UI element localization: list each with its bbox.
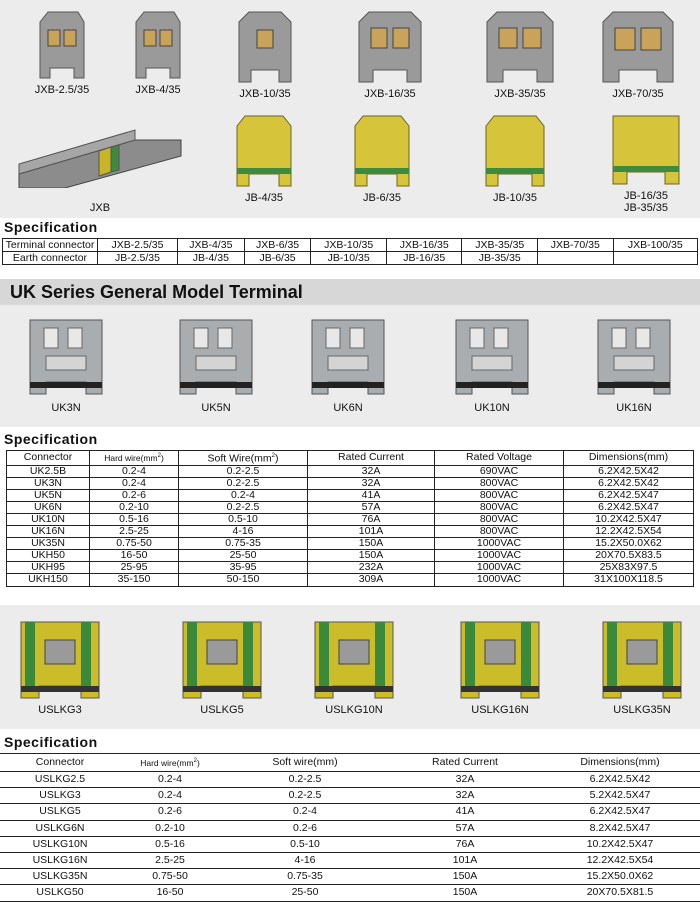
table-cell: 150A bbox=[390, 885, 540, 901]
grey-terminal-icon bbox=[306, 310, 390, 402]
table-cell: USLKG3 bbox=[0, 788, 120, 804]
table-cell: 35-150 bbox=[90, 574, 179, 586]
grey-terminal-icon bbox=[450, 310, 534, 402]
table-cell: 0.2-10 bbox=[90, 501, 179, 513]
table-cell: UKH95 bbox=[7, 562, 90, 574]
table-cell: 25-95 bbox=[90, 562, 179, 574]
earth-terminal-icon bbox=[15, 610, 105, 704]
table-row bbox=[7, 538, 694, 550]
table-cell: 0.5-16 bbox=[90, 513, 179, 525]
table-cell: JXB-16/35 bbox=[386, 239, 462, 252]
table-cell: 101A bbox=[308, 526, 435, 538]
table-cell: 150A bbox=[308, 550, 435, 562]
table-cell: JXB-35/35 bbox=[462, 239, 538, 252]
product-jxb-35 bbox=[468, 8, 572, 100]
table-cell: UK5N bbox=[7, 489, 90, 501]
product-label: JB-10/35 bbox=[492, 192, 538, 204]
grey-terminal-icon bbox=[592, 310, 676, 402]
table-cell: 25X83X97.5 bbox=[564, 562, 694, 574]
col-header: Rated Current bbox=[390, 754, 540, 772]
product-uslkg bbox=[300, 610, 408, 716]
table-cell: JB-16/35 bbox=[386, 252, 462, 265]
product-uk bbox=[164, 310, 268, 414]
table-cell: 0.2-4 bbox=[120, 788, 220, 804]
grey-terminal-icon bbox=[353, 8, 427, 88]
table-cell: 6.2X42.5X47 bbox=[564, 501, 694, 513]
table-cell: 50-150 bbox=[179, 574, 308, 586]
table-cell: 0.2-6 bbox=[90, 489, 179, 501]
col-header: Hard $wire(mm^2)$ bbox=[120, 754, 220, 772]
table-cell: 6.2X42.5X47 bbox=[564, 489, 694, 501]
table-cell: 6.2X42.5X42 bbox=[564, 477, 694, 489]
product-label: UK3N bbox=[51, 402, 81, 414]
table-row bbox=[3, 239, 698, 252]
table-header-row bbox=[0, 754, 700, 772]
table-cell: 0.2-6 bbox=[220, 820, 390, 836]
product-label: UK10N bbox=[474, 402, 510, 414]
grey-terminal-icon bbox=[233, 8, 297, 88]
table-cell: JB-4/35 bbox=[177, 252, 244, 265]
table-cell: 800VAC bbox=[435, 513, 564, 525]
table-cell: 150A bbox=[308, 538, 435, 550]
terminal-strip-icon bbox=[15, 116, 185, 188]
table-cell: 10.2X42.5X47 bbox=[564, 513, 694, 525]
uk-series-title: UK Series General Model Terminal bbox=[10, 282, 303, 302]
earth-terminal-icon bbox=[455, 610, 545, 704]
product-label: UK16N bbox=[616, 402, 652, 414]
product-label: USLKG10N bbox=[325, 704, 383, 716]
table-cell: 800VAC bbox=[435, 526, 564, 538]
table-cell: 6.2X42.5X42 bbox=[540, 772, 700, 788]
col-header: Soft $Wire(mm^2)$ bbox=[179, 451, 308, 466]
table-cell: 2.5-25 bbox=[120, 853, 220, 869]
spec-table-uslkg bbox=[0, 753, 700, 902]
table-cell: 25-50 bbox=[220, 885, 390, 901]
table-row bbox=[0, 869, 700, 885]
product-label: JXB-10/35 bbox=[239, 88, 291, 100]
table-row bbox=[0, 788, 700, 804]
table-cell: 12.2X42.5X54 bbox=[564, 526, 694, 538]
table-row bbox=[3, 252, 698, 265]
table-cell: JXB-2.5/35 bbox=[98, 239, 178, 252]
earth-terminal-icon bbox=[309, 610, 399, 704]
table-cell: UK2.5B bbox=[7, 465, 90, 477]
product-uk bbox=[582, 310, 686, 414]
product-label: UK5N bbox=[201, 402, 231, 414]
table-cell: USLKG2.5 bbox=[0, 772, 120, 788]
col-header: Connector bbox=[7, 451, 90, 466]
table-cell: Terminal connector bbox=[3, 239, 98, 252]
table-cell: UK35N bbox=[7, 538, 90, 550]
grey-terminal-icon bbox=[130, 8, 186, 84]
col-header: Soft wire(mm) bbox=[220, 754, 390, 772]
product-uslkg bbox=[588, 610, 696, 716]
product-label: JXB-70/35 bbox=[612, 88, 664, 100]
table-cell: 1000VAC bbox=[435, 562, 564, 574]
col-header: Hard $wire(mm^2)$ bbox=[90, 451, 179, 466]
product-uslkg bbox=[446, 610, 554, 716]
table-cell: 8.2X42.5X47 bbox=[540, 820, 700, 836]
table-cell: JXB-4/35 bbox=[177, 239, 244, 252]
product-label: USLKG35N bbox=[613, 704, 671, 716]
table-cell: JB-35/35 bbox=[462, 252, 538, 265]
table-cell: 0.2-2.5 bbox=[179, 477, 308, 489]
table-cell: 0.2-2.5 bbox=[220, 772, 390, 788]
table-cell: 15.2X50.0X62 bbox=[564, 538, 694, 550]
product-jxb-16 bbox=[340, 8, 440, 100]
product-uk bbox=[440, 310, 544, 414]
table-row bbox=[0, 820, 700, 836]
table-header-row bbox=[7, 451, 694, 466]
table-cell: 232A bbox=[308, 562, 435, 574]
table-cell: 0.75-35 bbox=[179, 538, 308, 550]
table-row bbox=[7, 477, 694, 489]
table-cell: UKH150 bbox=[7, 574, 90, 586]
table-row bbox=[7, 513, 694, 525]
table-cell: 16-50 bbox=[120, 885, 220, 901]
table-row bbox=[7, 562, 694, 574]
product-jb-6 bbox=[340, 112, 424, 204]
earth-terminal-icon bbox=[231, 112, 297, 192]
product-jb-16-35 bbox=[596, 108, 696, 214]
table-cell: UKH50 bbox=[7, 550, 90, 562]
table-cell: JB-6/35 bbox=[244, 252, 311, 265]
table-cell: 800VAC bbox=[435, 501, 564, 513]
earth-terminal-icon bbox=[177, 610, 267, 704]
earth-terminal-icon bbox=[607, 108, 685, 190]
table-cell: USLKG35N bbox=[0, 869, 120, 885]
table-cell: 10.2X42.5X47 bbox=[540, 836, 700, 852]
table-cell: 32A bbox=[390, 788, 540, 804]
table-cell: 150A bbox=[390, 869, 540, 885]
table-cell: 0.2-4 bbox=[90, 477, 179, 489]
table-cell: 41A bbox=[390, 804, 540, 820]
table-cell: 0.2-2.5 bbox=[179, 465, 308, 477]
spec-table-uk bbox=[6, 450, 694, 587]
table-cell: 1000VAC bbox=[435, 538, 564, 550]
table-cell: USLKG50 bbox=[0, 885, 120, 901]
table-cell: 32A bbox=[308, 477, 435, 489]
table-cell: 1000VAC bbox=[435, 574, 564, 586]
table-cell: 690VAC bbox=[435, 465, 564, 477]
table-cell: 0.75-50 bbox=[90, 538, 179, 550]
earth-terminal-icon bbox=[349, 112, 415, 192]
product-label: JXB-16/35 bbox=[364, 88, 416, 100]
section-title: Specification bbox=[4, 734, 98, 750]
product-uslkg bbox=[168, 610, 276, 716]
table-cell: 2.5-25 bbox=[90, 526, 179, 538]
grey-terminal-icon bbox=[597, 8, 679, 88]
table-cell: 4-16 bbox=[179, 526, 308, 538]
table-cell: JB-10/35 bbox=[311, 252, 387, 265]
table-cell: 0.2-10 bbox=[120, 820, 220, 836]
table-cell: 1000VAC bbox=[435, 550, 564, 562]
table-cell: JXB-6/35 bbox=[244, 239, 311, 252]
table-cell: JXB-70/35 bbox=[538, 239, 614, 252]
spec-table-jxb bbox=[2, 238, 698, 265]
product-jxb-10 bbox=[220, 8, 310, 100]
table-cell bbox=[538, 252, 614, 265]
product-label: JB-35/35 bbox=[623, 202, 669, 214]
product-jb-10 bbox=[470, 112, 560, 204]
table-cell: USLKG16N bbox=[0, 853, 120, 869]
product-label: JXB-2.5/35 bbox=[34, 84, 90, 96]
table-cell: 6.2X42.5X47 bbox=[540, 804, 700, 820]
table-cell: 0.2-4 bbox=[120, 772, 220, 788]
table-cell: 5.2X42.5X47 bbox=[540, 788, 700, 804]
table-row bbox=[7, 501, 694, 513]
table-cell: 800VAC bbox=[435, 477, 564, 489]
table-row bbox=[7, 489, 694, 501]
col-header: Rated Voltage bbox=[435, 451, 564, 466]
table-row bbox=[0, 804, 700, 820]
table-cell: UK6N bbox=[7, 501, 90, 513]
table-cell: 35-95 bbox=[179, 562, 308, 574]
table-cell: 25-50 bbox=[179, 550, 308, 562]
table-cell: 76A bbox=[390, 836, 540, 852]
table-cell: 12.2X42.5X54 bbox=[540, 853, 700, 869]
table-cell: 0.75-35 bbox=[220, 869, 390, 885]
product-label: JB-4/35 bbox=[245, 192, 283, 204]
section-title: Specification bbox=[4, 219, 98, 235]
table-row bbox=[0, 836, 700, 852]
table-cell: Earth connector bbox=[3, 252, 98, 265]
table-cell: 0.2-4 bbox=[90, 465, 179, 477]
table-row bbox=[7, 465, 694, 477]
earth-terminal-icon bbox=[480, 112, 550, 192]
table-cell: 309A bbox=[308, 574, 435, 586]
table-row bbox=[0, 853, 700, 869]
product-label: JXB bbox=[89, 202, 111, 214]
product-label: USLKG16N bbox=[471, 704, 529, 716]
table-cell bbox=[613, 252, 697, 265]
table-cell: 32A bbox=[308, 465, 435, 477]
table-cell: 0.2-4 bbox=[220, 804, 390, 820]
table-cell: 0.5-10 bbox=[220, 836, 390, 852]
product-label: UK6N bbox=[333, 402, 363, 414]
product-label: JXB-35/35 bbox=[494, 88, 546, 100]
product-label: USLKG3 bbox=[38, 704, 82, 716]
table-row bbox=[0, 772, 700, 788]
product-uk bbox=[296, 310, 400, 414]
uk-series-title-bar bbox=[0, 279, 700, 305]
table-cell: 101A bbox=[390, 853, 540, 869]
product-label: JB-6/35 bbox=[363, 192, 401, 204]
table-cell: UK16N bbox=[7, 526, 90, 538]
table-cell: USLKG5 bbox=[0, 804, 120, 820]
table-cell: USLKG10N bbox=[0, 836, 120, 852]
table-cell: 0.2-2.5 bbox=[179, 501, 308, 513]
table-cell: JXB-100/35 bbox=[613, 239, 697, 252]
grey-terminal-icon bbox=[34, 8, 90, 84]
table-cell: 41A bbox=[308, 489, 435, 501]
col-header: Dimensions(mm) bbox=[540, 754, 700, 772]
table-row bbox=[7, 526, 694, 538]
col-header: Rated Current bbox=[308, 451, 435, 466]
table-cell: 0.2-4 bbox=[179, 489, 308, 501]
grey-terminal-icon bbox=[174, 310, 258, 402]
table-row bbox=[0, 885, 700, 901]
table-cell: 0.5-10 bbox=[179, 513, 308, 525]
table-cell: 57A bbox=[390, 820, 540, 836]
product-jxb-70 bbox=[586, 8, 690, 100]
table-row bbox=[7, 550, 694, 562]
table-cell: USLKG6N bbox=[0, 820, 120, 836]
table-cell: UK3N bbox=[7, 477, 90, 489]
table-cell: UK10N bbox=[7, 513, 90, 525]
product-jxb-2-5 bbox=[22, 8, 102, 96]
table-cell: 0.75-50 bbox=[120, 869, 220, 885]
product-uslkg bbox=[6, 610, 114, 716]
table-row bbox=[7, 574, 694, 586]
table-cell: 4-16 bbox=[220, 853, 390, 869]
product-uk bbox=[14, 310, 118, 414]
table-cell: JXB-10/35 bbox=[311, 239, 387, 252]
table-cell: 20X70.5X81.5 bbox=[540, 885, 700, 901]
table-cell: 800VAC bbox=[435, 489, 564, 501]
table-cell: 0.5-16 bbox=[120, 836, 220, 852]
table-cell: JB-2.5/35 bbox=[98, 252, 178, 265]
product-label: JXB-4/35 bbox=[135, 84, 181, 96]
grey-terminal-icon bbox=[481, 8, 559, 88]
table-cell: 57A bbox=[308, 501, 435, 513]
product-label: USLKG5 bbox=[200, 704, 244, 716]
product-jb-4 bbox=[222, 112, 306, 204]
product-label: JB-16/35 bbox=[623, 190, 669, 202]
col-header: Connector bbox=[0, 754, 120, 772]
table-cell: 32A bbox=[390, 772, 540, 788]
table-cell: 16-50 bbox=[90, 550, 179, 562]
table-cell: 20X70.5X83.5 bbox=[564, 550, 694, 562]
col-header: Dimensions(mm) bbox=[564, 451, 694, 466]
section-title: Specification bbox=[4, 431, 98, 447]
table-cell: 31X100X118.5 bbox=[564, 574, 694, 586]
grey-terminal-icon bbox=[24, 310, 108, 402]
product-jxb-strip bbox=[10, 116, 190, 214]
product-jxb-4 bbox=[118, 8, 198, 96]
table-cell: 0.2-2.5 bbox=[220, 788, 390, 804]
table-cell: 76A bbox=[308, 513, 435, 525]
earth-terminal-icon bbox=[597, 610, 687, 704]
table-cell: 6.2X42.5X42 bbox=[564, 465, 694, 477]
table-cell: 0.2-6 bbox=[120, 804, 220, 820]
table-cell: 15.2X50.0X62 bbox=[540, 869, 700, 885]
